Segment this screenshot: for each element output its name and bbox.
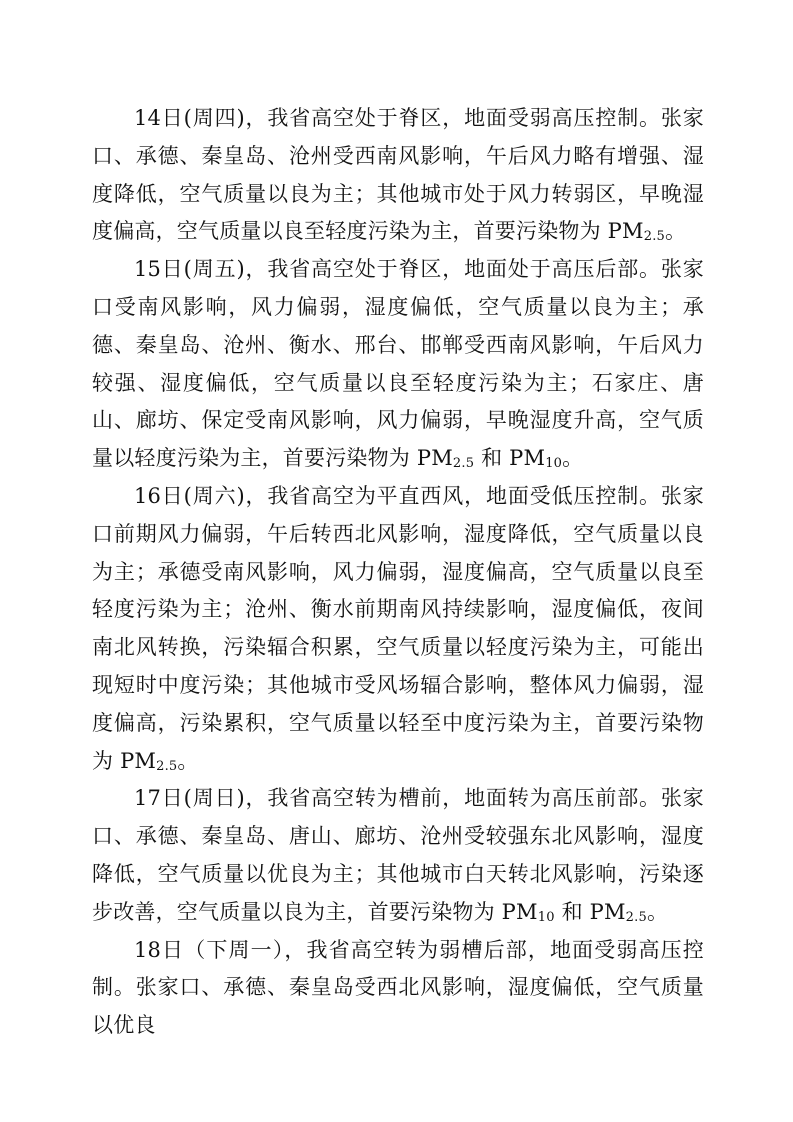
text-segment: 14日(周四)，我省高空处于脊区，地面受弱高压控制。张家口、承德、秦皇岛、沧州受西南风影响，午后风力略有增强、湿度降低，空气质量以良为主；其他城市处于风力转弱区，早晚湿度偏高，空气质量以良至轻度污染为主，首要污染物为 PM bbox=[92, 106, 704, 244]
subscript-pm25: 2.5 bbox=[643, 229, 666, 245]
paragraph-day-15 bbox=[92, 251, 704, 478]
subscript-pm25: 2.5 bbox=[452, 456, 475, 472]
subscript-pm10: 10 bbox=[537, 909, 555, 925]
text-segment: 16日(周六)，我省高空为平直西风，地面受低压控制。张家口前期风力偏弱，午后转西北风影响，湿度降低，空气质量以良为主；承德受南风影响，风力偏弱，湿度偏高，空气质量以良至轻度污染为主；沧州、衡水前期南风持续影响，湿度偏低，夜间南北风转换，污染辐合积累，空气质量以轻度污染为主，可能出现短时中度污染；其他城市受风场辐合影响，整体风力偏弱，湿度偏高，污染累积，空气质量以轻至中度污染为主，首要污染物为 PM bbox=[92, 483, 704, 773]
subscript-pm25: 2.5 bbox=[625, 909, 647, 925]
document-page bbox=[92, 100, 704, 1045]
paragraph-day-17 bbox=[92, 780, 704, 931]
text-segment: 。 bbox=[665, 219, 687, 244]
text-segment: 17日(周日)，我省高空转为槽前，地面转为高压前部。张家口、承德、秦皇岛、唐山、廊坊、沧州受较强东北风影响，湿度降低，空气质量以优良为主；其他城市白天转北风影响，污染逐步改善，空气质量以良为主，首要污染物为 PM bbox=[92, 786, 704, 924]
text-segment: 18日（下周一），我省高空转为弱槽后部，地面受弱高压控制。张家口、承德、秦皇岛受西北风影响，湿度偏低，空气质量以优良 bbox=[92, 937, 704, 1038]
text-segment: 。 bbox=[562, 446, 584, 471]
text-segment: 和 PM bbox=[474, 446, 546, 471]
text-segment: 。 bbox=[646, 899, 669, 924]
paragraph-day-18 bbox=[92, 932, 704, 1045]
text-segment: 。 bbox=[177, 748, 199, 773]
text-segment: 和 PM bbox=[554, 899, 626, 924]
subscript-pm10: 10 bbox=[545, 456, 563, 472]
subscript-pm25: 2.5 bbox=[156, 758, 178, 774]
paragraph-day-16 bbox=[92, 478, 704, 780]
paragraph-day-14 bbox=[92, 100, 704, 251]
text-segment: 15日(周五)，我省高空处于脊区，地面处于高压后部。张家口受南风影响，风力偏弱，湿度偏低，空气质量以良为主；承德、秦皇岛、沧州、衡水、邢台、邯郸受西南风影响，午后风力较强、湿度偏低，空气质量以良至轻度污染为主；石家庄、唐山、廊坊、保定受南风影响，风力偏弱，早晚湿度升高，空气质量以轻度污染为主，首要污染物为 PM bbox=[92, 257, 704, 471]
